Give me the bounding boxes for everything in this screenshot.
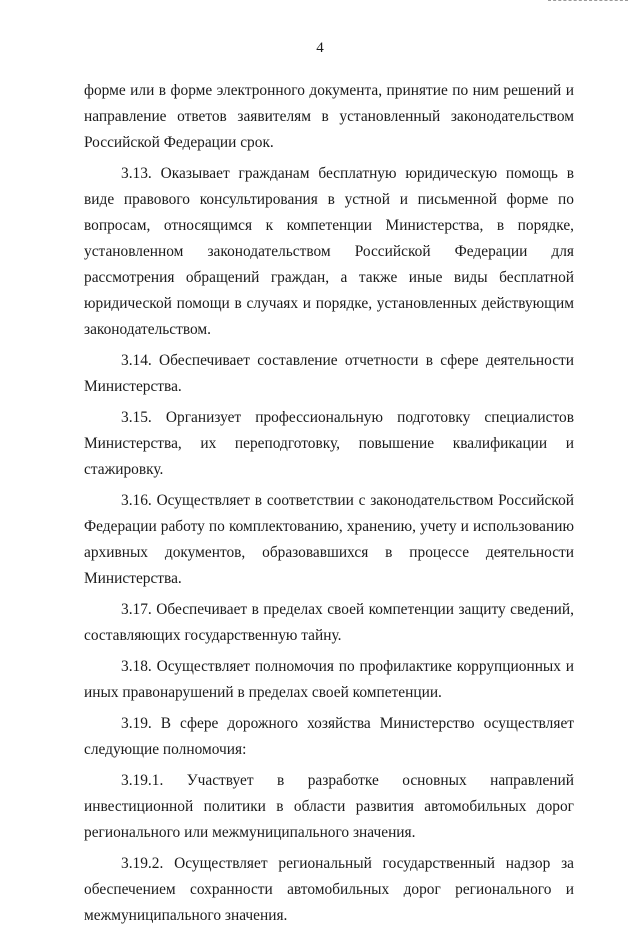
page-number: 4 bbox=[316, 40, 324, 56]
paragraph-3-19: 3.19. В сфере дорожного хозяйства Министерство осуществляет следующие полномочия: bbox=[84, 715, 574, 758]
paragraph-continuation: форме или в форме электронного документа, принятие по ним решений и направление ответов заявителям в установленный законодательством Российской Федерации срок. bbox=[84, 82, 574, 151]
paragraph-3-17: 3.17. Обеспечивает в пределах своей компетенции защиту сведений, составляющих государственную тайну. bbox=[84, 601, 574, 644]
paragraph-3-15: 3.15. Организует профессиональную подготовку специалистов Министерства, их переподготовку, повышение квалификации и стажировку. bbox=[84, 409, 574, 478]
paragraph-3-19-1: 3.19.1. Участвует в разработке основных направлений инвестиционной политики в области развития автомобильных дорог регионального или межмуниципального значения. bbox=[84, 772, 574, 841]
paragraph-3-16: 3.16. Осуществляет в соответствии с законодательством Российской Федерации работу по комплектованию, хранению, учету и использованию архивных документов, образовавшихся в процессе деятельности Министерства. bbox=[84, 492, 574, 587]
paragraph-3-18: 3.18. Осуществляет полномочия по профилактике коррупционных и иных правонарушений в пределах своей компетенции. bbox=[84, 658, 574, 701]
scan-edge-mark bbox=[548, 0, 628, 3]
document-body bbox=[84, 78, 574, 929]
paragraph-3-19-2: 3.19.2. Осуществляет региональный государственный надзор за обеспечением сохранности автомобильных дорог регионального и межмуниципального значения. bbox=[84, 855, 574, 924]
paragraph-3-14: 3.14. Обеспечивает составление отчетности в сфере деятельности Министерства. bbox=[84, 352, 574, 395]
paragraph-3-13: 3.13. Оказывает гражданам бесплатную юридическую помощь в виде правового консультирования в устной и письменной форме по вопросам, относящимся к компетенции Министерства, в порядке, установленном законодательством Российской Федерации для рассмотрения обращений граждан, а также иные виды бесплатной юридической помощи в случаях и порядке, установленных действующим законодательством. bbox=[84, 165, 574, 338]
